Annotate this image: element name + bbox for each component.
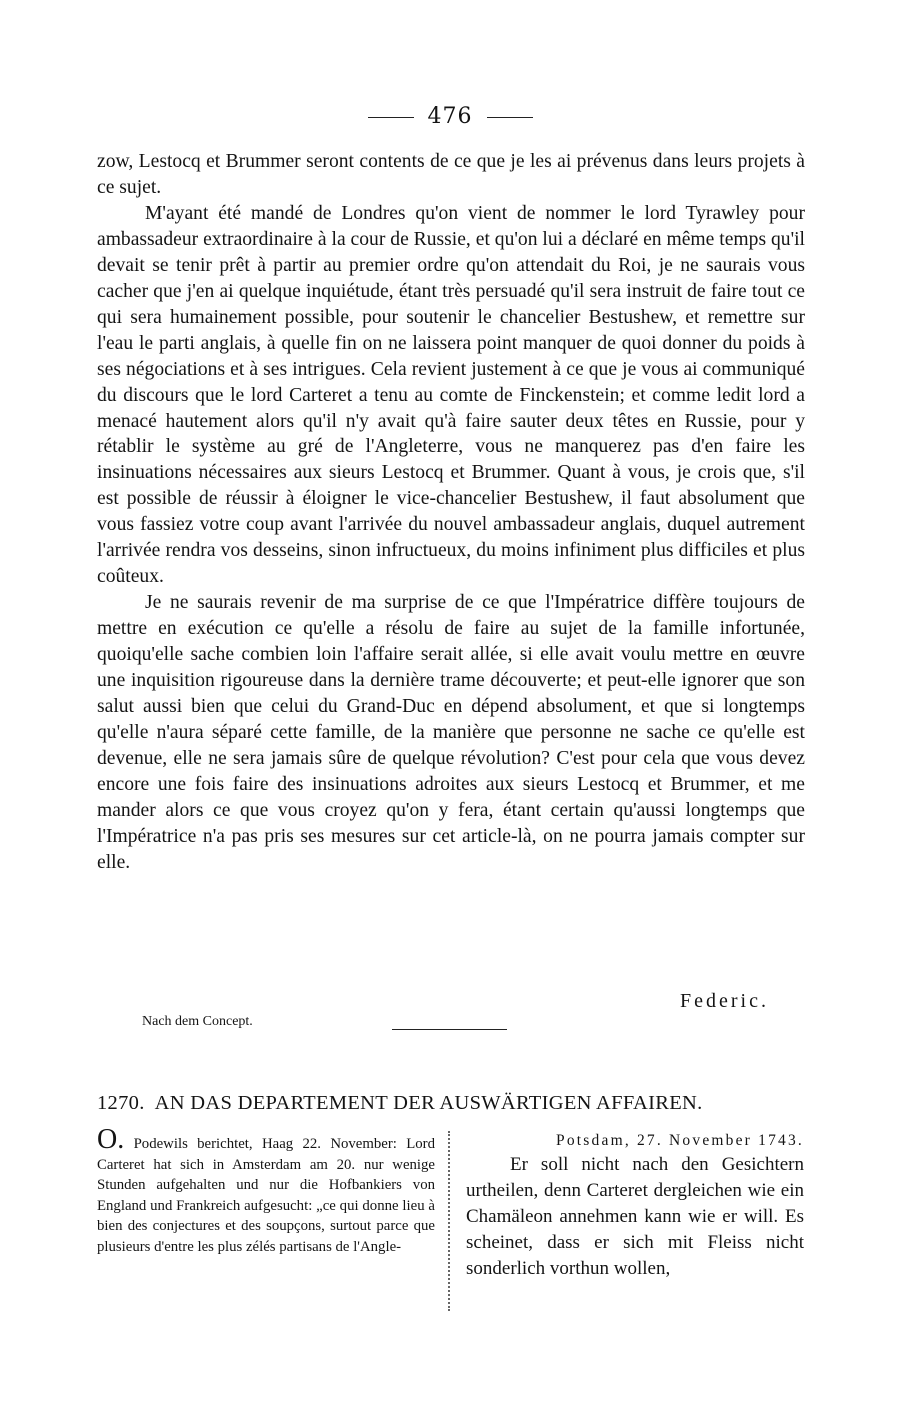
document-title: AN DAS DEPARTEMENT DER AUSWÄRTIGEN AFFAIREN. <box>154 1092 703 1114</box>
letter-paragraph: M'ayant été mandé de Londres qu'on vient de nommer le lord Tyrawley pour ambassadeur extraordinaire à la cour de Russie, et qu'on lui a déclaré en même temps qu'il devait se tenir prêt à partir au premier ordre qu'on attendait du Roi, je ne saurais vous cacher que j'en ai quelque inquiétude, étant très persuadé qu'il sera instruit de faire tout ce qui sera humainement possible, pour soutenir le chancelier Bestushew, et remettre sur l'eau le parti anglais, à quelle fin on ne laissera point manquer de quoi donner du poids à ses négociations et à ses intrigues. Cela revient justement à ce que je vous ai communiqué du discours que le lord Carteret a tenu au comte de Finckenstein; et comme ledit lord a menacé hautement alors qu'il n'y avait qu'à faire sauter deux têtes en Russie, pour y rétablir le système au gré de l'Angleterre, vous ne manquerez pas d'en faire les insinuations nécessaires aux sieurs Lestocq et Brummer. Quant à vous, je crois que, s'il est possible de réussir à éloigner le vice-chancelier Bestushew, il faut absolument que vous fassiez votre coup avant l'arrivée du nouvel ambassadeur anglais, duquel autrement l'arrivée rendra vos desseins, sinon infructueux, du moins infiniment plus difficiles et plus coûteux. <box>97 202 805 588</box>
page-number-text: 476 <box>427 104 473 129</box>
source-note: Nach dem Concept. <box>142 1014 253 1029</box>
letter-body <box>97 149 805 876</box>
summary-column <box>97 1124 435 1257</box>
signature: Federic. <box>680 990 769 1012</box>
page-number <box>0 104 900 129</box>
column-divider <box>448 1131 450 1311</box>
summary-text: Podewils berichtet, Haag 22. November: Lord Carteret hat sich in Amsterdam am 20. nur wenige Stunden aufgehalten und nur die Hofbankiers von England und Frankreich aufgesucht: „ce qui donne lieu à bien des conjectures et des soupçons, surtout parce que plusieurs d'entre les plus zélés partisans de l'Angle- <box>97 1136 435 1255</box>
page-number-rule-left <box>368 117 414 118</box>
response-column <box>466 1130 804 1282</box>
response-text: Er soll nicht nach den Gesichtern urtheilen, denn Carteret dergleichen wie ein Chamäleon annehmen kann wie er will. Es scheinet, dass er sich mit Fleiss nicht sonderlich vorthun wollen, <box>466 1154 804 1279</box>
document-heading <box>97 1092 805 1115</box>
summary-initial: O. <box>97 1124 125 1155</box>
page-number-rule-right <box>487 117 533 118</box>
document-number: 1270. <box>97 1092 145 1114</box>
section-divider <box>392 1029 507 1030</box>
letter-paragraph: zow, Lestocq et Brummer seront contents de ce que je les ai prévenus dans leurs projets à ce sujet. <box>97 151 805 198</box>
letter-paragraph: Je ne saurais revenir de ma surprise de ce que l'Impératrice diffère toujours de mettre en exécution ce qu'elle a résolu de faire au sujet de la famille infortunée, quoiqu'elle sache combien loin l'affaire serait allée, si elle avait voulu mettre en œuvre une inquisition rigoureuse dans la dernière trame découverte; et peut-elle ignorer que son salut aussi bien que celui du Grand-Duc en dépend absolument, et que si longtemps qu'elle n'aura séparé cette famille, de la manière que personne ne sache ce qu'elle est devenue, elle ne sera jamais sûre de quelque révolution? C'est pour cela que vous devez encore une fois faire des insinuations adroites aux sieurs Lestocq et Brummer, et me mander alors ce que vous croyez qu'on y fera, étant certain qu'aussi longtemps que l'Impératrice n'a pas pris ses mesures sur cet article-là, on ne pourra jamais compter sur elle. <box>97 592 805 873</box>
dateline: Potsdam, 27. November 1743. <box>556 1132 804 1149</box>
